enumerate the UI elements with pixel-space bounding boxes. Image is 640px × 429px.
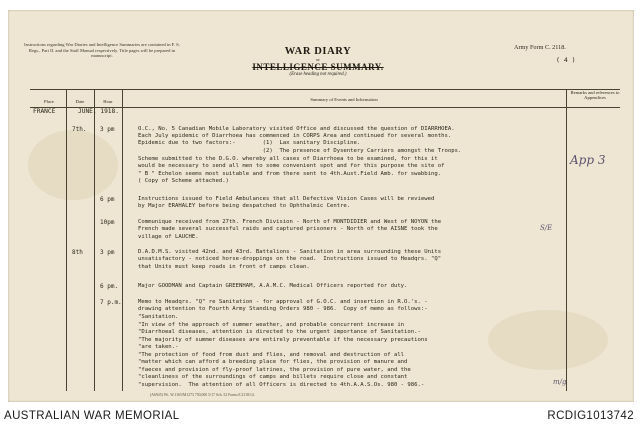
summary-line: "cleanliness of the surroundings of camps and billets require close and constant xyxy=(138,374,408,380)
summary-line: Scheme submitted to the D.G.O. whereby all cases of Diarrhoea to be examined, for this it xyxy=(138,156,438,162)
summary-line: Major GOODMAN and Captain GREENHAM, A.A.M.C. Medical Officers reported for duty. xyxy=(138,283,408,289)
form-print-footer: (A6945) Wt. W.1165/M1273 750,000 5/17 Sch. 52 Forms/C2118/14. xyxy=(150,393,255,397)
place-value: FRANCE xyxy=(33,108,56,115)
col-rule-2 xyxy=(94,89,95,391)
summary-line: "matter which can afford a breeding place for flies, the provision of manure and xyxy=(138,359,408,365)
summary-line: "In view of the approach of summer weather, and probable concurrent increase in xyxy=(138,322,405,328)
col-date: Date xyxy=(75,99,85,104)
summary-line: village of LAUCHE. xyxy=(138,234,199,240)
col-rule-4 xyxy=(566,89,567,391)
entry-hour: 3 pm xyxy=(100,249,115,256)
summary-line: Communique received from 27th. French Division - North of MONTDIDIER and West of NOYON the xyxy=(138,219,442,225)
title-or: or xyxy=(316,57,320,62)
entry-date: 7th. xyxy=(72,126,87,133)
summary-line: drawing attention to Fourth Army Standing Orders 980 - 986. Copy of memo as follows:- xyxy=(138,306,428,312)
entry-hour: 3 pm xyxy=(100,126,115,133)
entry-hour: 10pm xyxy=(100,219,115,226)
summary-line: French made several successful raids and captured prisoners - North of the AISNE took the xyxy=(138,226,438,232)
summary-line: O.C., No. 5 Canadian Mobile Laboratory visited Office and discussed the question of DIARRHOEA. xyxy=(138,126,455,132)
army-form-label: Army Form C. 2118. xyxy=(514,44,566,51)
summary-line: Memo to Headqrs. "Q" re Sanitation - for approval of G.O.C. and insertion in R.O.'s. - xyxy=(138,299,428,305)
month-value: JUNE, 1918. xyxy=(78,108,119,115)
summary-line: Epidemic due to two factors:- (1) Lax sanitary Discipline. xyxy=(138,140,361,146)
page-number: ( 4 ) xyxy=(556,56,576,64)
archive-institution: AUSTRALIAN WAR MEMORIAL xyxy=(4,410,180,422)
summary-line: "Diarrhoeal diseases, attention is directed to the urgent importance of Sanitation.- xyxy=(138,329,421,335)
page-title: WAR DIARY xyxy=(284,46,352,57)
entry-date: 8th xyxy=(72,249,83,256)
archive-reference: RCDIG1013742 xyxy=(547,410,634,422)
summary-line: by Major ERAHALEY before being despatched to Ophthalmic Centre. xyxy=(138,203,351,209)
entry-hour: 7 p.m. xyxy=(100,299,122,306)
col-rule-1 xyxy=(66,89,67,391)
col-place: Place xyxy=(44,99,54,104)
summary-line: Each July epidemic of Diarrhoea has commenced in CORPS Area and continued for several months. xyxy=(138,133,452,139)
instructions-note: Instructions regarding War Diaries and Intelligence Summaries are contained in F. S. Regs., Part II. and the Staff Manual respectively. Title pages will be prepared in manuscript. xyxy=(24,42,180,59)
summary-line: "faeces and provision of fly-proof latrines, the provision of pure water, and the xyxy=(138,367,411,373)
handwritten-margin-note: S/E xyxy=(540,224,553,232)
col-summary: Summary of Events and Information xyxy=(310,97,378,102)
summary-line: " B " Echelon seems most suitable and from there sent to 4th.Aust.Field Amb. for swabbing. xyxy=(138,171,442,177)
table-top-rule xyxy=(30,89,620,90)
handwritten-initials: m/g xyxy=(553,378,567,386)
summary-line: "The majority of summer diseases are entirely preventable if the necessary precautions xyxy=(138,337,428,343)
entry-hour: 6 pm xyxy=(100,196,115,203)
summary-line: "supervision. The attention of all Officers is directed to 4th.A.A.S.Os. 980 - 986.- xyxy=(138,382,425,388)
col-remarks: Remarks and references to Appendices xyxy=(570,90,620,101)
page-subtitle: INTELLIGENCE SUMMARY. xyxy=(252,62,384,72)
summary-line: D.A.D.M.S. visited 42nd. and 43rd. Battalions - Sanitation in area surrounding these Units xyxy=(138,249,442,255)
entry-hour: 6 pm. xyxy=(100,283,119,290)
summary-line: (2) The presence of Dysentery Carriers amongst the Troops. xyxy=(138,148,462,154)
summary-line: "Sanitation. xyxy=(138,314,179,320)
summary-line: unsatisfactory - noticed horse-droppings on the road. Instructions issued to Headqrs. "Q" xyxy=(138,256,442,262)
summary-line: "are taken.- xyxy=(138,344,179,350)
summary-line: ( Copy of Scheme attached.) xyxy=(138,178,229,184)
handwritten-appendix-note: App 3 xyxy=(570,153,606,167)
summary-line: that Units must keep roads in front of camps clean. xyxy=(138,264,310,270)
col-hour: Hour xyxy=(103,99,113,104)
erase-note: (Erase heading not required.) xyxy=(289,72,347,77)
col-rule-3 xyxy=(122,89,123,391)
summary-line: would be necessary to send all men to some convenient spot and for this purpose the site of xyxy=(138,163,445,169)
summary-line: "The protection of food from dust and flies, and removal and destruction of all xyxy=(138,352,405,358)
summary-line: Instructions issued to Field Ambulances that all Defective Vision Cases will be reviewed xyxy=(138,196,435,202)
title-block xyxy=(238,46,398,77)
